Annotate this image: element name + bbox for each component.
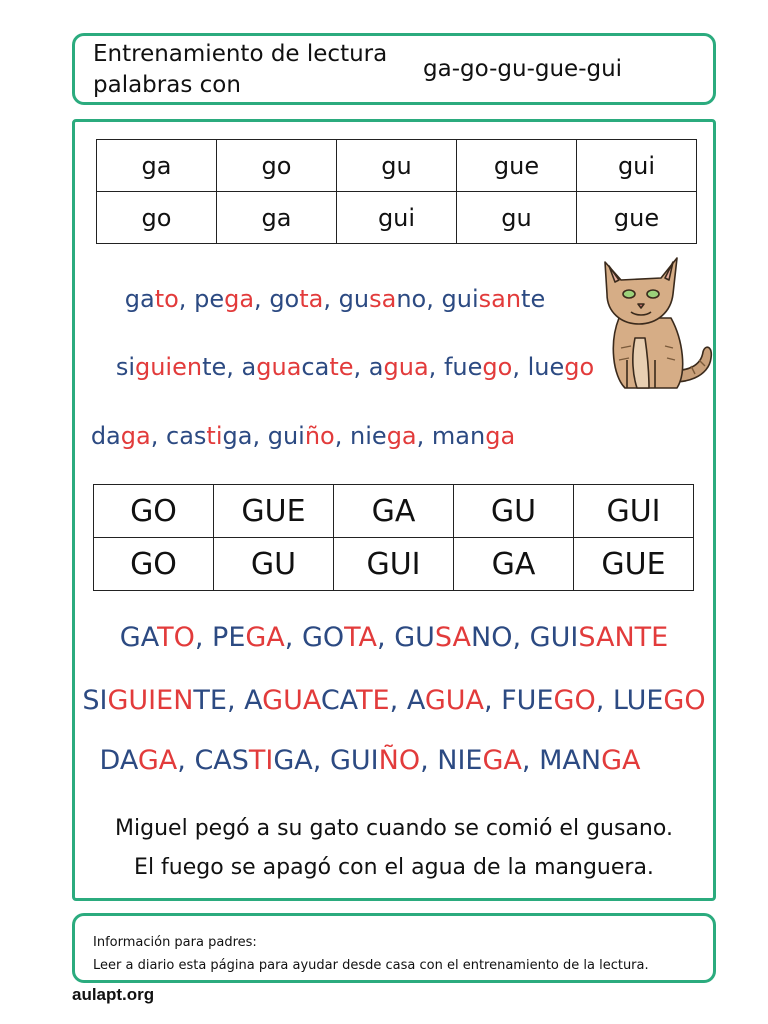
word-part: FUE	[501, 685, 554, 716]
word-part: SA	[434, 622, 472, 653]
word-part: SANTE	[578, 622, 669, 653]
word-part: GUI	[329, 745, 379, 776]
word: CASTIGA,	[194, 745, 322, 776]
word-part: gua	[383, 353, 429, 381]
word-part: CA	[320, 685, 357, 716]
word-part: ga	[485, 422, 516, 450]
header-box	[72, 33, 716, 105]
word-part: GA	[273, 745, 313, 776]
main-exercise-box	[72, 119, 716, 901]
syllable-cell: gue	[577, 192, 697, 244]
word-part: gu	[338, 285, 370, 313]
word: pega,	[194, 285, 262, 313]
word-part: GA	[601, 745, 641, 776]
word-part: gui	[267, 422, 305, 450]
word-part: GA	[119, 622, 158, 653]
syllable-cell: GU	[214, 538, 334, 591]
word-part: sa	[369, 285, 397, 313]
word-part: go	[269, 285, 300, 313]
word	[613, 685, 706, 716]
word-part: DA	[99, 745, 138, 776]
syllable-cell: GA	[334, 485, 454, 538]
syllable-cell: GUE	[574, 538, 694, 591]
word	[442, 285, 546, 313]
syllable-cell: GUE	[214, 485, 334, 538]
word-line-lowercase-3	[83, 422, 523, 450]
word-part: GUA	[262, 685, 321, 716]
word: NIEGA,	[437, 745, 531, 776]
header-title: Entrenamiento de lectura palabras con	[93, 41, 388, 98]
word-part: TE	[356, 685, 390, 716]
table-row	[94, 538, 694, 591]
parents-info-box	[72, 913, 716, 983]
word-line-uppercase-2	[75, 685, 713, 716]
word-line-uppercase-1	[75, 622, 713, 653]
word-part: GA	[137, 745, 178, 776]
word-part: GO	[553, 685, 596, 716]
word-part: CAS	[194, 745, 249, 776]
reading-sentence-1: Miguel pegó a su gato cuando se comió el gusano.	[115, 816, 673, 841]
word-part: MAN	[539, 745, 602, 776]
table-row	[97, 192, 697, 244]
word: gota,	[269, 285, 331, 313]
word-part: to	[154, 285, 179, 313]
syllable-cell: GUI	[574, 485, 694, 538]
word: AGUACATE,	[244, 685, 399, 716]
word-part: ta	[299, 285, 324, 313]
word: DAGA,	[99, 745, 186, 776]
word: guiño,	[267, 422, 343, 450]
table-row	[94, 485, 694, 538]
word-part: ÑO	[378, 745, 421, 776]
word-part: pe	[194, 285, 225, 313]
word: SIGUIENTE,	[82, 685, 236, 716]
word: aguacate,	[241, 353, 362, 381]
syllable-cell: gu	[457, 192, 577, 244]
word-part: ga	[120, 422, 151, 450]
word: GOTA,	[301, 622, 386, 653]
reading-sentence-2: El fuego se apagó con el agua de la manguera.	[134, 855, 654, 880]
syllable-cell: go	[97, 192, 217, 244]
word-part: guien	[134, 353, 203, 381]
word	[528, 353, 595, 381]
word-part: cas	[166, 422, 207, 450]
word: niega,	[350, 422, 425, 450]
syllable-cell: ga	[217, 192, 337, 244]
word-part: GUA	[424, 685, 484, 716]
word-part: a	[241, 353, 257, 381]
word-part: TE	[193, 685, 227, 716]
syllable-cell: gue	[457, 140, 577, 192]
syllable-cell: gu	[337, 140, 457, 192]
word-part: GU	[394, 622, 435, 653]
word: castiga,	[166, 422, 261, 450]
word	[530, 622, 669, 653]
word: GUIÑO,	[329, 745, 429, 776]
syllable-table-uppercase	[93, 484, 694, 591]
word-part: A	[406, 685, 425, 716]
info-title: Información para padres:	[93, 935, 257, 950]
word-part: GA	[245, 622, 285, 653]
word-part: lue	[527, 353, 565, 381]
word-part: te	[202, 353, 227, 381]
word: daga,	[90, 422, 159, 450]
syllable-cell: GO	[94, 485, 214, 538]
syllable-cell: GU	[454, 485, 574, 538]
word-part: ti	[206, 422, 223, 450]
word	[432, 422, 515, 450]
word-line-lowercase-1	[75, 285, 595, 313]
word-part: go	[482, 353, 513, 381]
word-part: GA	[482, 745, 522, 776]
word-part: gua	[256, 353, 302, 381]
word: GUSANO,	[394, 622, 522, 653]
word: fuego,	[443, 353, 520, 381]
word-part: GUI	[529, 622, 579, 653]
word-part: ga	[224, 285, 255, 313]
word-part: nie	[350, 422, 387, 450]
word-part: LUE	[612, 685, 664, 716]
word: PEGA,	[212, 622, 294, 653]
syllable-cell: gui	[337, 192, 457, 244]
word-part: te	[329, 353, 354, 381]
word-part: TO	[157, 622, 195, 653]
syllable-table-lowercase	[96, 139, 697, 244]
word-part: ga	[124, 285, 155, 313]
word-part: TA	[344, 622, 378, 653]
word-part: san	[478, 285, 522, 313]
word	[539, 745, 640, 776]
word-part: ga	[222, 422, 253, 450]
word-part: ño	[304, 422, 335, 450]
word-part: no	[396, 285, 427, 313]
word-part: TI	[248, 745, 274, 776]
word-part: A	[244, 685, 263, 716]
word-part: go	[564, 353, 595, 381]
word: gusano,	[338, 285, 434, 313]
word: agua,	[368, 353, 437, 381]
word: GATO,	[119, 622, 204, 653]
word-line-uppercase-3	[75, 745, 665, 776]
word-part: da	[90, 422, 121, 450]
word-line-lowercase-2	[95, 353, 615, 381]
syllable-cell: ga	[97, 140, 217, 192]
syllable-cell: GUI	[334, 538, 454, 591]
word-part: PE	[212, 622, 246, 653]
header-subtitle: ga-go-gu-gue-gui	[423, 56, 623, 82]
syllable-cell: go	[217, 140, 337, 192]
word: gato,	[124, 285, 187, 313]
footer-site-label: aulapt.org	[72, 985, 155, 1004]
word-part: a	[368, 353, 384, 381]
word: AGUA,	[406, 685, 493, 716]
word-part: GO	[301, 622, 345, 653]
word-part: SI	[82, 685, 108, 716]
word-part: GO	[663, 685, 706, 716]
word-part: gui	[441, 285, 479, 313]
word-part: ca	[301, 353, 330, 381]
word-part: fue	[443, 353, 483, 381]
word-part: man	[431, 422, 486, 450]
syllable-cell: GO	[94, 538, 214, 591]
word-part: te	[521, 285, 546, 313]
syllable-cell: gui	[577, 140, 697, 192]
table-row	[97, 140, 697, 192]
word-part: GUIEN	[107, 685, 194, 716]
word-part: ga	[386, 422, 417, 450]
word-part: si	[115, 353, 135, 381]
word-part: NO	[471, 622, 513, 653]
word: siguiente,	[115, 353, 234, 381]
word: FUEGO,	[501, 685, 605, 716]
syllable-cell: GA	[454, 538, 574, 591]
word-part: NIE	[437, 745, 483, 776]
info-text: Leer a diario esta página para ayudar desde casa con el entrenamiento de la lectura.	[93, 958, 649, 973]
